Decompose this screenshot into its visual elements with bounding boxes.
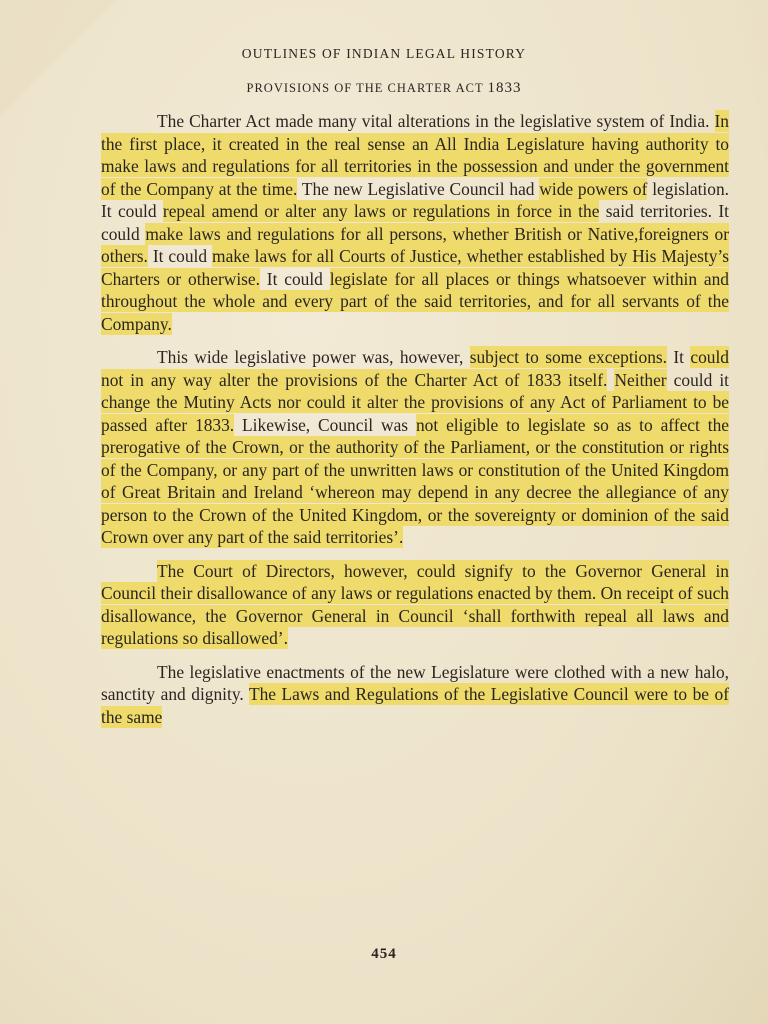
text-run: It <box>667 347 691 367</box>
section-title-text: PROVISIONS OF THE CHARTER ACT <box>246 81 484 95</box>
highlighted-text: legislate for all places or things whatsoever within and throughout the whole and every part of the said territories, and for all servants of the Company. <box>101 268 729 334</box>
highlighted-text: make laws and regulations for all persons, whether British or Native,foreigners or others. <box>101 223 729 266</box>
text-run: said territories. It could <box>101 201 729 244</box>
highlighted-text: could not in any way alter the provisions of the Charter Act of 1833 itself. <box>101 347 729 390</box>
highlighted-text: In the first place, it created in the real sense an All India Legislature having authority to make laws and regulations for all territories in the possession and under the government of the Company at the time. <box>101 111 729 199</box>
section-year: 1833 <box>487 80 522 96</box>
highlighted-text: The Laws and Regulations of the Legislative Council were to be of the same <box>101 684 729 727</box>
highlighted-text: not eligible to legislate so as to affect the prerogative of the Crown, or the authority of the Parliament, or the constitution or rights of the Company, or any part of the unwritten laws or constitution of the United Kingdom of Great Britain and Ireland ‘whereon may depend in any decree the allegiance of any person to the Crown of the United Kingdom, or the sovereignty or dominion of the said Crown over any part of the said territories’. <box>101 414 729 547</box>
paragraph-1 <box>101 110 729 335</box>
body-text <box>101 110 729 739</box>
highlighted-text: wide powers of <box>539 178 648 199</box>
text-run: This wide legislative power was, however, <box>157 347 470 367</box>
highlighted-text: make laws for all Courts of Justice, whether established by His Majesty’s Charters or otherwise. <box>101 246 729 289</box>
highlighted-text: subject to some exceptions. <box>469 347 667 367</box>
running-title: OUTLINES OF INDIAN LEGAL HISTORY <box>241 46 527 61</box>
text-run: Likewise, Council was <box>234 414 416 435</box>
highlighted-text: repeal amend or alter any laws or regulations in force in the <box>162 201 600 221</box>
highlighted-text: change the Mutiny Acts nor could it alter the provisions of any Act of Parliament to be passed after 1833. <box>101 392 729 435</box>
text-run: legislation. It could <box>101 178 729 221</box>
text-run: It could <box>147 246 213 266</box>
paragraph-4 <box>101 661 729 729</box>
paragraph-2 <box>101 346 729 549</box>
paragraph-3 <box>101 560 729 650</box>
text-run: The legislative enactments of the new Legislature were clothed with a new halo, sanctity and dignity. <box>101 661 729 704</box>
text-run: The new Legislative Council had <box>297 178 540 199</box>
section-title <box>0 80 768 97</box>
text-run: could it <box>666 369 729 390</box>
text-run: It could <box>259 268 330 289</box>
text-run: The Charter Act made many vital alterations in the legislative system of India. <box>157 111 715 131</box>
highlighted-text: The Court of Directors, however, could signify to the Governor General in Council their disallowance of any laws or regulations enacted by them. On receipt of such disallowance, the Governor General in Council ‘shall forthwith repeal all laws and regulations so disallowed’. <box>101 560 729 648</box>
highlighted-text: Neither <box>614 369 667 390</box>
page-number: 454 <box>371 946 397 962</box>
